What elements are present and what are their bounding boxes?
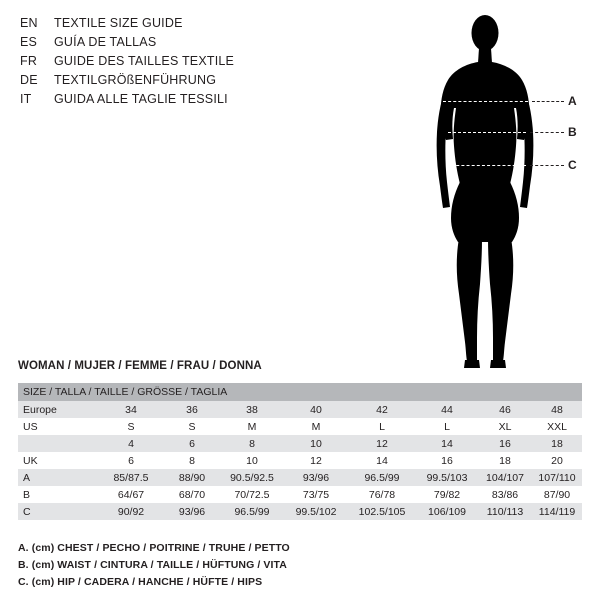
cell: 6 bbox=[98, 452, 164, 469]
cell: 73/75 bbox=[284, 486, 348, 503]
measure-label-c: C bbox=[568, 158, 577, 172]
cell: 110/113 bbox=[478, 503, 532, 520]
cell: 12 bbox=[284, 452, 348, 469]
cell: 20 bbox=[532, 452, 582, 469]
cell: M bbox=[284, 418, 348, 435]
language-row bbox=[20, 52, 350, 71]
cell: 38 bbox=[220, 401, 284, 418]
cell: 70/72.5 bbox=[220, 486, 284, 503]
measure-label-b: B bbox=[568, 125, 577, 139]
measure-line-a-outer bbox=[532, 101, 564, 102]
cell: 8 bbox=[164, 452, 220, 469]
language-row bbox=[20, 71, 350, 90]
cell: 93/96 bbox=[284, 469, 348, 486]
table-row bbox=[18, 469, 582, 486]
cell: 42 bbox=[348, 401, 416, 418]
footnote-a: A. (cm) CHEST / PECHO / POITRINE / TRUHE / PETTO bbox=[18, 542, 290, 554]
footnote-b: B. (cm) WAIST / CINTURA / TAILLE / HÜFTUNG / VITA bbox=[18, 559, 287, 571]
row-label: C bbox=[18, 503, 98, 520]
cell: 93/96 bbox=[164, 503, 220, 520]
cell: 114/119 bbox=[532, 503, 582, 520]
footnotes-block bbox=[18, 540, 578, 591]
cell: 76/78 bbox=[348, 486, 416, 503]
cell: 102.5/105 bbox=[348, 503, 416, 520]
cell: 88/90 bbox=[164, 469, 220, 486]
table-row bbox=[18, 452, 582, 469]
section-caption: WOMAN / MUJER / FEMME / FRAU / DONNA bbox=[18, 360, 262, 372]
language-code: DE bbox=[20, 73, 38, 87]
cell: 8 bbox=[220, 435, 284, 452]
language-title: TEXTILGRÖßENFÜHRUNG bbox=[54, 73, 217, 87]
language-code: EN bbox=[20, 16, 38, 30]
cell: 40 bbox=[284, 401, 348, 418]
cell: 16 bbox=[416, 452, 478, 469]
table-row bbox=[18, 435, 582, 452]
language-header-block bbox=[20, 14, 350, 109]
language-code: ES bbox=[20, 35, 38, 49]
cell: 10 bbox=[220, 452, 284, 469]
size-table-wrapper bbox=[18, 383, 582, 520]
language-code: FR bbox=[20, 54, 38, 68]
measure-line-a-inner bbox=[443, 101, 528, 102]
table-header-label: SIZE / TALLA / TAILLE / GRÖSSE / TAGLIA bbox=[18, 383, 582, 401]
cell: 46 bbox=[478, 401, 532, 418]
measure-line-b-inner bbox=[448, 132, 526, 133]
row-label: Europe bbox=[18, 401, 98, 418]
cell: 99.5/102 bbox=[284, 503, 348, 520]
cell: 90.5/92.5 bbox=[220, 469, 284, 486]
language-row bbox=[20, 33, 350, 52]
measure-line-c-inner bbox=[446, 165, 526, 166]
figure-illustration bbox=[380, 8, 590, 373]
female-silhouette-icon bbox=[380, 8, 590, 373]
cell: 48 bbox=[532, 401, 582, 418]
language-title: GUIDA ALLE TAGLIE TESSILI bbox=[54, 92, 228, 106]
measure-line-c-outer bbox=[530, 165, 564, 166]
cell: 64/67 bbox=[98, 486, 164, 503]
row-label: B bbox=[18, 486, 98, 503]
cell: 6 bbox=[164, 435, 220, 452]
row-label: A bbox=[18, 469, 98, 486]
cell: 107/110 bbox=[532, 469, 582, 486]
cell: M bbox=[220, 418, 284, 435]
table-row bbox=[18, 503, 582, 520]
language-row bbox=[20, 90, 350, 109]
cell: L bbox=[416, 418, 478, 435]
language-code: IT bbox=[20, 92, 32, 106]
cell: 12 bbox=[348, 435, 416, 452]
cell: S bbox=[98, 418, 164, 435]
language-title: TEXTILE SIZE GUIDE bbox=[54, 16, 183, 30]
cell: 4 bbox=[98, 435, 164, 452]
cell: 10 bbox=[284, 435, 348, 452]
cell: L bbox=[348, 418, 416, 435]
cell: 85/87.5 bbox=[98, 469, 164, 486]
cell: 14 bbox=[348, 452, 416, 469]
cell: 16 bbox=[478, 435, 532, 452]
table-row bbox=[18, 418, 582, 435]
language-title: GUÍA DE TALLAS bbox=[54, 35, 157, 49]
cell: 79/82 bbox=[416, 486, 478, 503]
cell: 18 bbox=[532, 435, 582, 452]
cell: XL bbox=[478, 418, 532, 435]
language-title: GUIDE DES TAILLES TEXTILE bbox=[54, 54, 235, 68]
row-label bbox=[18, 435, 98, 452]
measure-line-b-outer bbox=[530, 132, 564, 133]
footnote-c: C. (cm) HIP / CADERA / HANCHE / HÜFTE / HIPS bbox=[18, 576, 263, 588]
row-label: UK bbox=[18, 452, 98, 469]
row-label: US bbox=[18, 418, 98, 435]
cell: S bbox=[164, 418, 220, 435]
cell: XXL bbox=[532, 418, 582, 435]
cell: 99.5/103 bbox=[416, 469, 478, 486]
cell: 68/70 bbox=[164, 486, 220, 503]
cell: 96.5/99 bbox=[220, 503, 284, 520]
cell: 36 bbox=[164, 401, 220, 418]
cell: 14 bbox=[416, 435, 478, 452]
table-row bbox=[18, 486, 582, 503]
size-table bbox=[18, 383, 582, 520]
cell: 96.5/99 bbox=[348, 469, 416, 486]
cell: 90/92 bbox=[98, 503, 164, 520]
cell: 106/109 bbox=[416, 503, 478, 520]
table-row bbox=[18, 401, 582, 418]
cell: 87/90 bbox=[532, 486, 582, 503]
cell: 34 bbox=[98, 401, 164, 418]
measure-label-a: A bbox=[568, 94, 577, 108]
cell: 18 bbox=[478, 452, 532, 469]
cell: 104/107 bbox=[478, 469, 532, 486]
cell: 44 bbox=[416, 401, 478, 418]
language-row bbox=[20, 14, 350, 33]
table-header-row bbox=[18, 383, 582, 401]
cell: 83/86 bbox=[478, 486, 532, 503]
